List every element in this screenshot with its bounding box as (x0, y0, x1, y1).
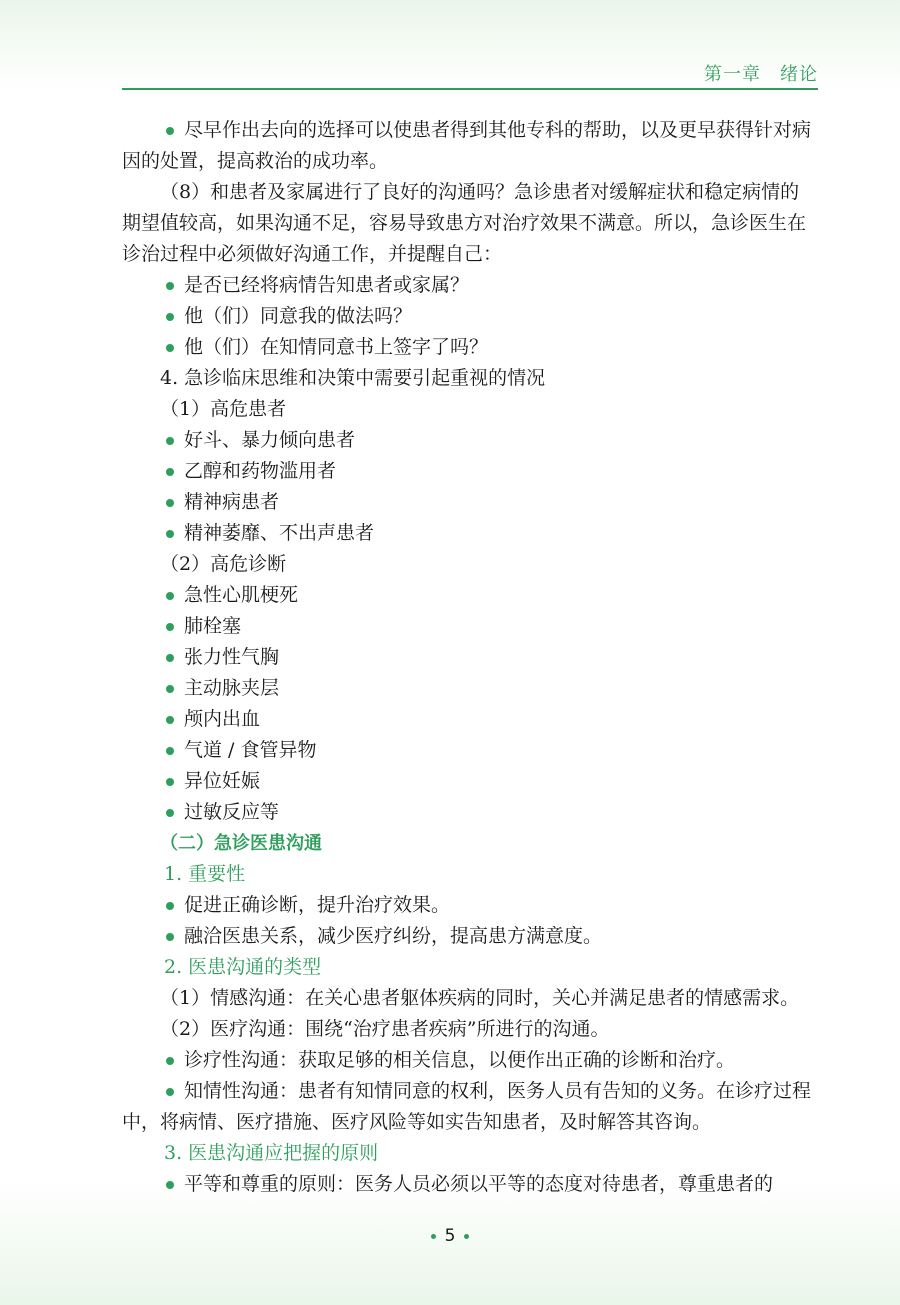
bullet-dot-icon (166, 313, 174, 321)
paragraph: （1）情感沟通：在关心患者躯体疾病的同时，关心并满足患者的情感需求。 (160, 987, 800, 1009)
bullet-dot-icon (166, 1181, 174, 1189)
dot-icon (431, 1234, 436, 1239)
list-item: 他（们）同意我的做法吗？ (122, 301, 818, 332)
list-item: 肺栓塞 (122, 611, 818, 642)
list-item: 过敏反应等 (122, 797, 818, 828)
page-number-value: 5 (444, 1226, 456, 1246)
list-item: 促进正确诊断，提升治疗效果。 (122, 890, 818, 921)
list-item: 平等和尊重的原则：医务人员必须以平等的态度对待患者，尊重患者的 (122, 1169, 818, 1200)
bullet-dot-icon (166, 499, 174, 507)
chapter-title: 第一章 绪论 (704, 64, 818, 85)
list-item: 知情性沟通：患者有知情同意的权利，医务人员有告知的义务。在诊疗过程中，将病情、医疗措施、医疗风险等如实告知患者，及时解答其咨询。 (122, 1080, 812, 1133)
bullet-dot-icon (166, 127, 174, 135)
bullet-dot-icon (166, 716, 174, 724)
list-item: 急性心肌梗死 (122, 580, 818, 611)
section-heading: 4. 急诊临床思维和决策中需要引起重视的情况 (160, 367, 546, 389)
list-item: 精神病患者 (122, 487, 818, 518)
bullet-dot-icon (166, 1088, 174, 1096)
list-item: 乙醇和药物滥用者 (122, 456, 818, 487)
paragraph: （2）医疗沟通：围绕“治疗患者疾病”所进行的沟通。 (160, 1018, 610, 1040)
list-item: 诊疗性沟通：获取足够的相关信息，以便作出正确的诊断和治疗。 (122, 1045, 818, 1076)
bullet-dot-icon (166, 344, 174, 352)
list-item: 气道 / 食管异物 (122, 735, 818, 766)
section-title: （二）急诊医患沟通 (160, 833, 322, 854)
list-item: 尽早作出去向的选择可以使患者得到其他专科的帮助，以及更早获得针对病因的处置，提高救治的成功率。 (122, 119, 812, 172)
list-item: 张力性气胸 (122, 642, 818, 673)
bullet-dot-icon (166, 902, 174, 910)
page-number (0, 1226, 900, 1246)
page-body (122, 115, 818, 1200)
bullet-dot-icon (166, 468, 174, 476)
bullet-dot-icon (166, 282, 174, 290)
bullet-dot-icon (166, 809, 174, 817)
list-item: 他（们）在知情同意书上签字了吗？ (122, 332, 818, 363)
list-item: 融洽医患关系，减少医疗纠纷，提高患方满意度。 (122, 921, 818, 952)
bullet-dot-icon (166, 747, 174, 755)
subsection-heading: （2）高危诊断 (160, 553, 287, 575)
bullet-dot-icon (166, 778, 174, 786)
bullet-dot-icon (166, 933, 174, 941)
list-item: 颅内出血 (122, 704, 818, 735)
green-subheading: 1. 重要性 (164, 863, 246, 885)
bullet-dot-icon (166, 530, 174, 538)
running-header (122, 60, 818, 90)
subsection-heading: （1）高危患者 (160, 398, 287, 420)
paragraph: （8）和患者及家属进行了良好的沟通吗？急诊患者对缓解症状和稳定病情的期望值较高，如果沟通不足，容易导致患方对治疗效果不满意。所以，急诊医生在诊治过程中必须做好沟通工作，并提醒自己： (122, 181, 807, 265)
bullet-dot-icon (166, 1057, 174, 1065)
bullet-dot-icon (166, 623, 174, 631)
list-item: 异位妊娠 (122, 766, 818, 797)
bullet-dot-icon (166, 437, 174, 445)
bullet-dot-icon (166, 654, 174, 662)
list-item: 是否已经将病情告知患者或家属？ (122, 270, 818, 301)
bullet-dot-icon (166, 685, 174, 693)
green-subheading: 3. 医患沟通应把握的原则 (164, 1142, 379, 1164)
list-item: 好斗、暴力倾向患者 (122, 425, 818, 456)
dot-icon (464, 1234, 469, 1239)
bullet-dot-icon (166, 592, 174, 600)
list-item: 精神萎靡、不出声患者 (122, 518, 818, 549)
green-subheading: 2. 医患沟通的类型 (164, 956, 322, 978)
list-item: 主动脉夹层 (122, 673, 818, 704)
